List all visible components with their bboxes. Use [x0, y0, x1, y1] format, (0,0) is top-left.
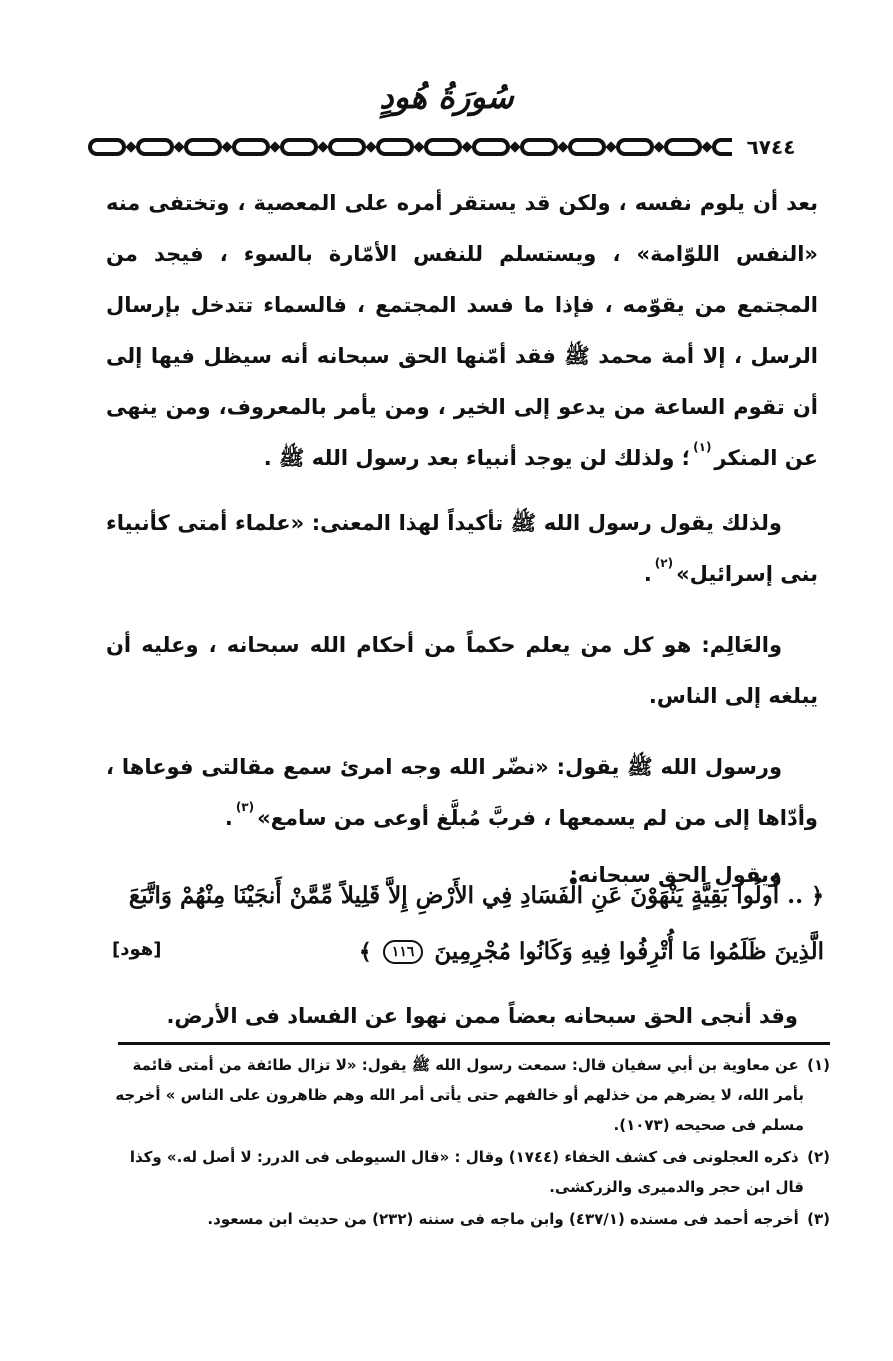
footnote-ref-1: (١): [693, 440, 712, 454]
paragraph-text: ولذلك يقول رسول الله ﷺ تأكيداً لهذا المعنى: «علماء أمتى كأنبياء بنى إسرائيل»: [106, 511, 818, 586]
page-number: ٦٧٤٤: [732, 133, 810, 161]
verse-open-bracket: ﴿: [811, 883, 824, 909]
paragraph-text-end: ؛ ولذلك لن يوجد أنبياء بعد رسول الله ﷺ .: [263, 446, 691, 470]
paragraph-4: [106, 742, 818, 844]
paragraph-text: ورسول الله ﷺ يقول: «نضّر الله وجه امرئ سمع مقالتى فوعاها ، وأدّاها إلى من لم يسمعها ، فربَّ مُبلَّغ أوعى من سامع»: [106, 755, 818, 830]
paragraph-3: [106, 620, 818, 722]
paragraph-1: [106, 178, 818, 484]
verse-close-bracket: ﴾: [358, 939, 372, 965]
chain-link: [330, 140, 364, 154]
verse-line-2: [98, 924, 824, 980]
main-text: [106, 178, 818, 901]
footnote-2: [104, 1142, 830, 1202]
footnote-number: (٣): [807, 1210, 830, 1228]
chain-link: [570, 140, 604, 154]
footnote-1: [104, 1050, 830, 1140]
ayah-number: ١١٦: [383, 940, 424, 964]
chain-diamond: [269, 141, 280, 152]
chain-link: [666, 140, 700, 154]
quran-verse: [98, 868, 824, 980]
chain-diamond: [125, 141, 136, 152]
chain-diamond: [173, 141, 184, 152]
chain-link: [426, 140, 460, 154]
paragraph-text: ويقول الحق سبحانه:: [569, 863, 782, 887]
verse-text-1: .. أُولُوا بَقِيَّةٍ يَنْهَوْنَ عَنِ الْفَسَادِ فِي الأَرْضِ إِلاَّ قَلِيلاً مِّمَّنْ أَنجَيْنَا مِنْهُمْ وَاتَّبَعَ: [128, 882, 812, 909]
chain-diamond: [557, 141, 568, 152]
chain-link: [618, 140, 652, 154]
chain-diamond: [365, 141, 376, 152]
footnotes: [104, 1050, 830, 1236]
chain-link: [282, 140, 316, 154]
footnote-number: (١): [807, 1056, 830, 1074]
footnote-divider: [118, 1042, 830, 1045]
chain-diamond: [605, 141, 616, 152]
chain-link: [90, 140, 124, 154]
chain-link: [234, 140, 268, 154]
verse-text-2: الَّذِينَ ظَلَمُوا مَا أُتْرِفُوا فِيهِ وَكَانُوا مُجْرِمِينَ: [434, 938, 824, 965]
footnote-ref-2: (٢): [654, 556, 674, 570]
paragraph-text-end: .: [643, 562, 652, 586]
footnote-text: أخرجه أحمد فى مسنده (٤٣٧/١) وابن ماجه فى سننه (٢٣٢) من حديث ابن مسعود.: [207, 1210, 799, 1228]
footnote-text: ذكره العجلونى فى كشف الخفاء (١٧٤٤) وقال : «قال السيوطى فى الدرر: لا أصل له.» وكذا قال ابن حجر والدميرى والزركشى.: [129, 1148, 804, 1196]
chain-diamond: [509, 141, 520, 152]
chain-diamond: [461, 141, 472, 152]
chain-link: [138, 140, 172, 154]
chain-link: [378, 140, 412, 154]
paragraph-text-end: .: [224, 806, 233, 830]
chain-link: [522, 140, 556, 154]
chain-link: [186, 140, 220, 154]
chain-diamond: [653, 141, 664, 152]
surah-reference: [هود]: [112, 939, 162, 960]
footnote-3: [104, 1204, 830, 1234]
closing-paragraph: وقد أنجى الحق سبحانه بعضاً ممن نهوا عن الفساد فى الأرض.: [166, 1004, 798, 1028]
paragraph-2: [106, 498, 818, 600]
paragraph-text: بعد أن يلوم نفسه ، ولكن قد يستقر أمره على المعصية ، وتختفى منه «النفس اللوّامة» ، ويستسلم للنفس الأمّارة بالسوء ، فيجد من المجتمع من يقوّمه ، فإذا ما فسد المجتمع ، فالسماء تتدخل بإرسال الرسل ، إلا أمة محمد ﷺ فقد أمّنها الحق سبحانه أنه سيظل فيها إلى أن تقوم الساعة من يدعو إلى الخير ، ومن يأمر بالمعروف، ومن ينهى عن المنكر: [106, 191, 818, 470]
chain-diamond: [317, 141, 328, 152]
footnote-ref-3: (٣): [235, 800, 255, 814]
chain-diamond: [221, 141, 232, 152]
surah-title: سُورَةُ هُودٍ: [379, 78, 514, 116]
footnote-number: (٢): [807, 1148, 830, 1166]
footnote-text: عن معاوية بن أبي سفيان قال: سمعت رسول الله ﷺ يقول: «لا تزال طائفة من أمتى قائمة بأمر الله، لا يضرهم من خذلهم أو خالفهم حتى يأتى أمر الله وهم ظاهرون على الناس » أخرجه مسلم فى صحيحه (١٠٧٣).: [115, 1056, 804, 1134]
verse-line-1: [98, 868, 824, 924]
chain-diamond: [413, 141, 424, 152]
chain-diamond: [701, 141, 712, 152]
paragraph-text: والعَالِم: هو كل من يعلم حكماً من أحكام الله سبحانه ، وعليه أن يبلغه إلى الناس.: [106, 633, 818, 708]
chain-link: [474, 140, 508, 154]
